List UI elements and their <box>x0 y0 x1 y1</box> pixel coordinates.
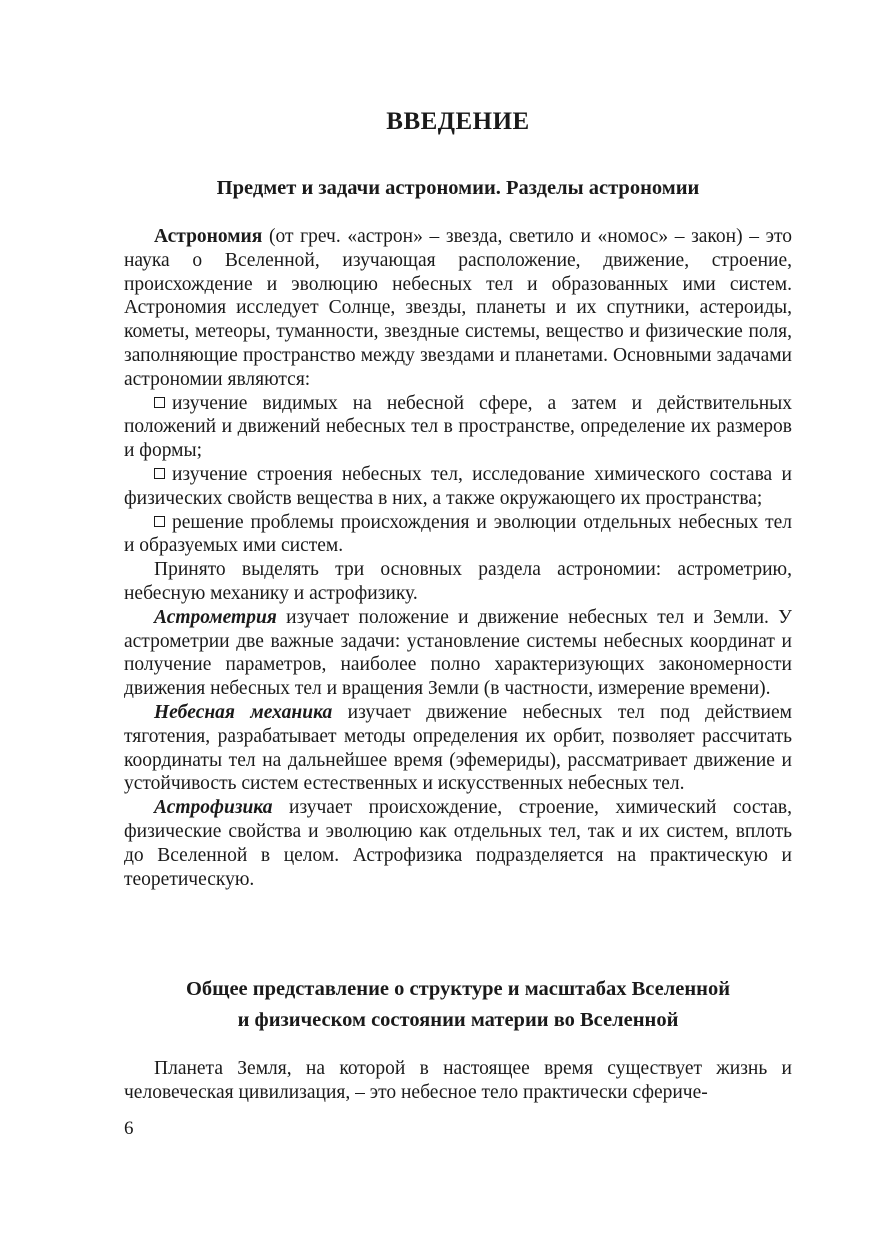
chapter-title: ВВЕДЕНИЕ <box>386 108 530 135</box>
paragraph-astronomy-definition <box>124 225 792 392</box>
bullet-text: решение проблемы происхождения и эволюции отдельных небесных тел и образуемых ими систем. <box>124 511 792 557</box>
paragraph-sections: Принято выделять три основных раздела астрономии: астрометрию, небесную механику и астрофизику. <box>124 559 792 604</box>
section-body-universe <box>124 1057 792 1105</box>
paragraph-astrometry <box>124 606 792 701</box>
paragraph-celestial-mechanics <box>124 701 792 796</box>
term-astrometry: Астрометрия <box>154 606 277 628</box>
bullet-text: изучение видимых на небесной сфере, а затем и действительных положений и движений небесных тел в пространстве, определение их размеров и формы; <box>124 392 792 462</box>
term-astrophysics: Астрофизика <box>154 797 273 819</box>
paragraph-text: изучает положение и движение небесных тел и Земли. У астрометрии две важные задачи: установление системы небесных координат и получение параметров, наиболее полно характеризующих закономерности движения небесных тел и вращения Земли (в частности, измерение времени). <box>124 606 792 700</box>
bullet-item <box>124 463 792 511</box>
checkbox-bullet-icon <box>154 516 165 527</box>
page-number: 6 <box>124 1118 134 1139</box>
section-title-line: и физическом состоянии материи во Вселенной <box>237 1009 679 1031</box>
section-title-line: Общее представление о структуре и масштабах Вселенной <box>185 978 731 1000</box>
checkbox-bullet-icon <box>154 468 165 479</box>
paragraph-text: (от греч. «астрон» – звезда, светило и «номос» – закон) – это наука о Вселенной, изучающая расположение, движение, строение, происхождение и эволюцию небесных тел и образованных ими систем. Астрономия исследует Солнце, звезды, планеты и их спутники, астероиды, кометы, метеоры, туманности, звездные системы, вещество и физические поля, заполняющие пространство между звездами и планетами. Основными задачами астрономии являются: <box>124 226 792 390</box>
term-astronomy: Астрономия <box>154 226 263 247</box>
bullet-item <box>124 511 792 559</box>
checkbox-bullet-icon <box>154 397 165 408</box>
paragraph-text: изучает происхождение, строение, химический состав, физические свойства и эволюцию как отдельных тел, так и их систем, вплоть до Вселенной в целом. Астрофизика подразделяется на практическую и теоретическую. <box>124 797 792 890</box>
paragraph-astrophysics <box>124 796 792 891</box>
paragraph-text: изучает движение небесных тел под действием тяготения, разрабатывает методы определения их орбит, позволяет рассчитать координаты тел на дальнейшее время (эфемериды), рассматривает движение и устойчивость систем естественных и искусственных небесных тел. <box>124 701 792 795</box>
bullet-item <box>124 392 792 463</box>
paragraph-earth: Планета Земля, на которой в настоящее время существует жизнь и человеческая цивилизация, – это небесное тело практически сфериче- <box>124 1058 792 1103</box>
section-title-universe <box>124 974 792 1036</box>
section-title-subject: Предмет и задачи астрономии. Разделы астрономии <box>216 177 700 199</box>
term-celestial-mechanics: Небесная механика <box>154 701 333 723</box>
section-body-subject <box>124 225 792 891</box>
bullet-text: изучение строения небесных тел, исследование химического состава и физических свойств вещества в них, а также окружающего их пространства; <box>124 463 792 509</box>
